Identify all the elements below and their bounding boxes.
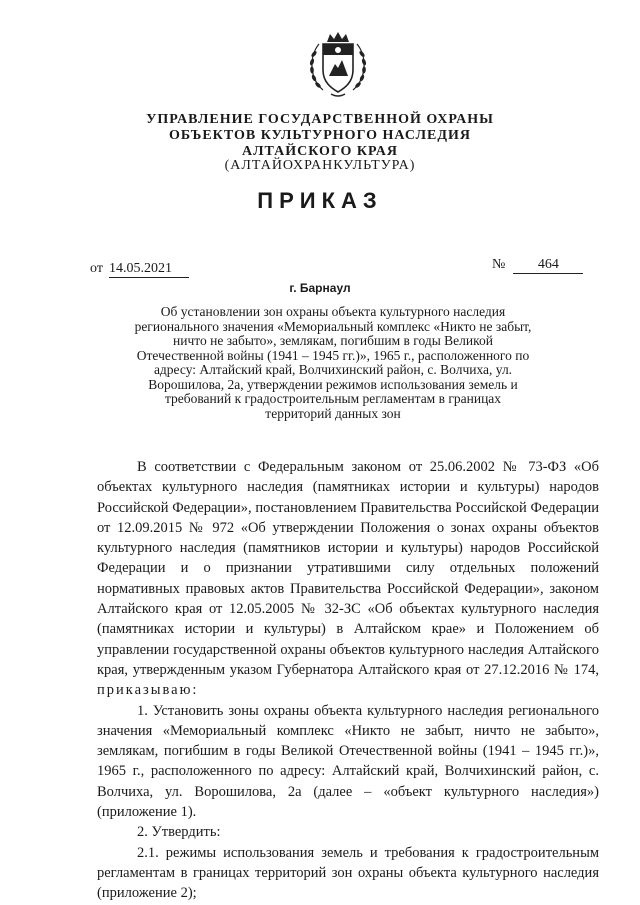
org-name-line-1: УПРАВЛЕНИЕ ГОСУДАРСТВЕННОЙ ОХРАНЫ — [146, 112, 494, 127]
preamble-text: В соответствии с Федеральным законом от 25.06.2002 № 73-ФЗ «Об объектах культурного наследия (памятниках истории и культуры) народов Российской Федерации», постановлением Правительства Российской Федерации от 12.09.2015 № 972 «Об утверждении Положения о зонах охраны объектов культурного наследия (памятников истории и культуры) народов Российской Федерации и о признании утратившими силу отдельных положений нормативных правовых актов Правительства Российской Федерации», законом Алтайского края от 12.05.2005 № 32-ЗС «Об объектах культурного наследия (памятниках истории и культуры) в Алтайском крае» и Положением об управлении государственной охраны объектов культурного наследия Алтайского края, утвержденным указом Губернатора Алтайского края от 27.12.2016 № 174, — [97, 459, 599, 678]
org-short-name: (АЛТАЙОХРАНКУЛЬТУРА) — [224, 158, 416, 173]
item-1-paragraph: 1. Установить зоны охраны объекта культурного наследия регионального значения «Мемориальный комплекс «Никто не забыт, ничто не забыто», землякам, погибшим в годы Великой Отечественной войны (1941 – 1945 гг.)», 1965 г., расположенного по адресу: Алтайский край, Волчихинский район, с. Волчиха, ул. Ворошилова, 2а (далее – «объект культурного наследия») (приложение 1). — [97, 702, 599, 821]
order-subject: Об установлении зон охраны объекта культурного наследия регионального значения «Мемориальный комплекс «Никто не забыт, ничто не забыто», землякам, погибшим в годы Великой Отечественной войны (1941 – 1945 гг.)», 1965 г., расположенного по адресу: Алтайский край, Волчихинский район, с. Волчиха, ул. Ворошилова, 2а, утверждении режимов использования земель и требований к градостроительным регламентам в границах территорий данных зон — [134, 304, 532, 421]
org-name-line-2: ОБЪЕКТОВ КУЛЬТУРНОГО НАСЛЕДИЯ — [169, 128, 471, 143]
number-value: 464 — [513, 257, 583, 274]
item-2-paragraph: 2. Утвердить: — [137, 824, 221, 841]
order-body — [97, 457, 599, 904]
date-prefix: от — [90, 261, 103, 276]
city-name: г. Барнаул — [289, 281, 351, 295]
coat-of-arms-emblem — [305, 30, 371, 100]
order-word: приказываю: — [97, 682, 199, 699]
date-value: 14.05.2021 — [109, 261, 189, 278]
date-field — [90, 261, 189, 278]
item-2-1-paragraph: 2.1. режимы использования земель и требования к градостроительным регламентам в границах территорий зон охраны объекта культурного наследия (приложение 2); — [97, 844, 599, 902]
preamble-paragraph — [97, 457, 599, 701]
number-prefix: № — [492, 257, 506, 272]
document-type-title: ПРИКАЗ — [257, 188, 383, 213]
number-field — [492, 257, 583, 274]
org-name-line-3: АЛТАЙСКОГО КРАЯ — [241, 144, 399, 159]
